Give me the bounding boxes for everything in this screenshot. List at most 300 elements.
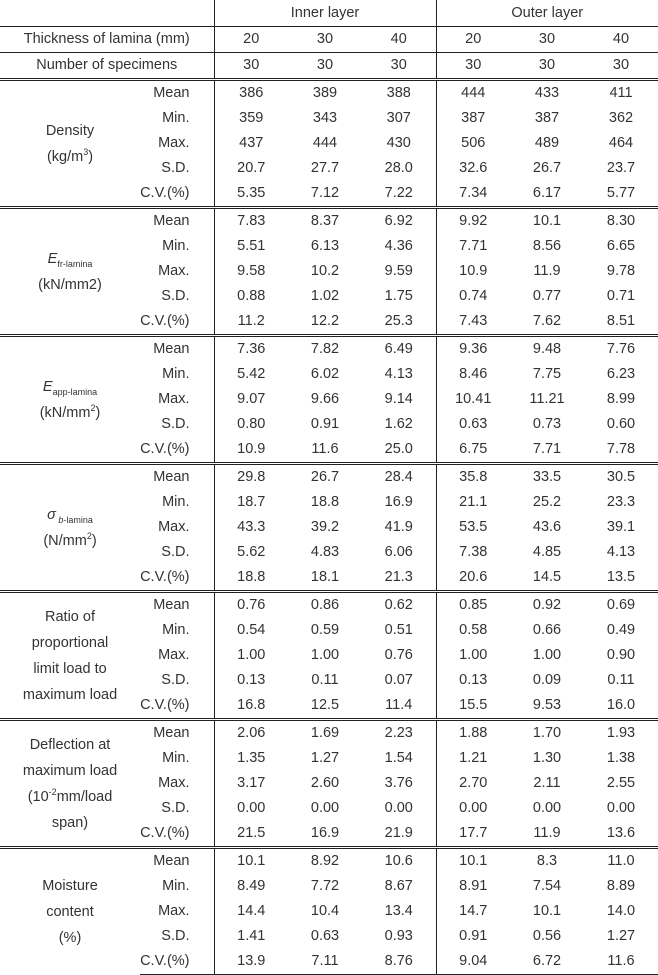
- value-cell: 7.38: [436, 540, 510, 565]
- value-cell: 0.93: [384, 928, 413, 944]
- value-cell: 7.76: [584, 336, 658, 363]
- property-label-line: [0, 144, 140, 170]
- value-cell: 7.71: [532, 441, 562, 457]
- specimens-cell: 30: [584, 53, 658, 80]
- statistic-label: S.D.: [161, 800, 190, 816]
- value-cell: 28.0: [384, 160, 413, 176]
- value-cell: 0.85: [436, 592, 510, 619]
- value-cell: 28.4: [362, 464, 436, 491]
- value-cell: 1.00: [532, 647, 562, 663]
- label-text: Moisture: [42, 877, 98, 894]
- value-cell: 7.75: [532, 366, 562, 382]
- value-cell: 411: [584, 80, 658, 107]
- table-row: [0, 208, 658, 235]
- value-cell: 10.2: [310, 263, 340, 279]
- value-cell: 1.88: [436, 720, 510, 747]
- table-row: [0, 848, 658, 875]
- value-cell: 9.48: [510, 336, 584, 363]
- value-cell: 1.00: [310, 647, 340, 663]
- value-cell: 0.51: [384, 622, 413, 638]
- value-cell: 8.46: [436, 362, 510, 387]
- inner-layer-header: Inner layer: [214, 0, 436, 27]
- value-cell: 10.1: [510, 208, 584, 235]
- value-cell: 489: [534, 135, 560, 151]
- value-cell: 5.42: [214, 362, 288, 387]
- property-label-line: [0, 873, 140, 899]
- value-cell: 32.6: [436, 156, 510, 181]
- value-cell: 14.0: [606, 903, 636, 919]
- value-cell: 13.5: [606, 569, 636, 585]
- value-cell: 2.11: [533, 775, 561, 791]
- empty-corner-cell: [0, 0, 214, 27]
- value-cell: 362: [608, 110, 634, 126]
- value-cell: 1.00: [436, 643, 510, 668]
- value-cell: 11.0: [584, 848, 658, 875]
- value-cell: 26.7: [288, 464, 362, 491]
- value-cell: 8.30: [584, 208, 658, 235]
- value-cell: 25.2: [532, 494, 562, 510]
- value-cell: 7.83: [214, 208, 288, 235]
- value-cell: 0.60: [606, 416, 636, 432]
- value-cell: 39.2: [310, 519, 340, 535]
- thickness-row: [0, 27, 658, 53]
- label-text: (N/mm: [43, 532, 87, 549]
- value-cell: 20.6: [436, 565, 510, 592]
- value-cell: 307: [386, 110, 411, 126]
- label-text: fr-lamina: [57, 258, 93, 269]
- label-text: proportional: [31, 634, 109, 651]
- value-cell: 30.5: [584, 464, 658, 491]
- property-label-line: [0, 784, 140, 810]
- statistic-label: Mean: [140, 80, 214, 107]
- value-cell: 359: [214, 106, 288, 131]
- value-cell: 0.76: [214, 592, 288, 619]
- value-cell: 1.38: [606, 750, 636, 766]
- value-cell: 7.82: [288, 336, 362, 363]
- label-text: mm/load: [56, 788, 113, 805]
- value-cell: 1.54: [384, 750, 413, 766]
- value-cell: 437: [214, 131, 288, 156]
- value-cell: 11.2: [214, 309, 288, 336]
- value-cell: 6.65: [606, 238, 636, 254]
- value-cell: 7.62: [532, 313, 562, 329]
- property-label-line: [0, 810, 140, 836]
- value-cell: 0.77: [532, 288, 562, 304]
- value-cell: 8.67: [384, 878, 413, 894]
- value-cell: 1.00: [214, 643, 288, 668]
- value-cell: 23.3: [606, 494, 636, 510]
- property-label-line: [0, 272, 140, 298]
- value-cell: 53.5: [436, 515, 510, 540]
- value-cell: 21.3: [384, 569, 413, 585]
- value-cell: 1.62: [384, 416, 413, 432]
- statistic-label: Mean: [140, 592, 214, 619]
- label-text: E: [42, 378, 53, 395]
- value-cell: 6.23: [606, 366, 636, 382]
- property-label-line: [0, 732, 140, 758]
- value-cell: 10.41: [436, 387, 510, 412]
- statistic-label: Max.: [158, 903, 190, 919]
- value-cell: 18.1: [310, 569, 340, 585]
- table-row: [0, 80, 658, 107]
- label-text: Ratio of: [45, 608, 95, 625]
- value-cell: 14.4: [214, 899, 288, 924]
- value-cell: 5.51: [214, 234, 288, 259]
- value-cell: 23.7: [606, 160, 636, 176]
- label-text: 2: [90, 402, 96, 413]
- statistic-label: S.D.: [161, 672, 190, 688]
- label-text: -lamina: [63, 514, 93, 525]
- value-cell: 5.77: [606, 185, 636, 201]
- thickness-cell: 40: [584, 27, 658, 53]
- value-cell: 7.34: [436, 181, 510, 208]
- value-cell: 12.5: [310, 697, 340, 713]
- value-cell: 1.27: [606, 928, 636, 944]
- statistic-label: Min.: [162, 366, 190, 382]
- label-text: 3: [83, 146, 89, 157]
- property-label-line: [0, 630, 140, 656]
- value-cell: 0.13: [214, 668, 288, 693]
- specimens-cell: 30: [436, 53, 510, 80]
- value-cell: 43.3: [214, 515, 288, 540]
- value-cell: 389: [288, 80, 362, 107]
- table-row: [0, 464, 658, 491]
- specimens-cell: 30: [288, 53, 362, 80]
- property-label: [0, 848, 140, 975]
- value-cell: 7.11: [288, 949, 362, 975]
- outer-layer-header: Outer layer: [436, 0, 658, 27]
- label-text: span): [51, 814, 89, 831]
- value-cell: 0.86: [288, 592, 362, 619]
- value-cell: 25.0: [384, 441, 413, 457]
- label-text: maximum load: [22, 762, 118, 779]
- value-cell: 7.78: [606, 441, 636, 457]
- value-cell: 8.51: [606, 313, 636, 329]
- value-cell: 0.00: [214, 796, 288, 821]
- layer-header-row: [0, 0, 658, 27]
- value-cell: 343: [312, 110, 338, 126]
- value-cell: 2.06: [214, 720, 288, 747]
- value-cell: 11.4: [385, 697, 413, 713]
- value-cell: 33.5: [510, 464, 584, 491]
- value-cell: 10.1: [532, 903, 562, 919]
- thickness-cell: 20: [436, 27, 510, 53]
- value-cell: 18.7: [214, 490, 288, 515]
- label-text: b: [55, 514, 64, 525]
- table-row: [0, 336, 658, 363]
- value-cell: 6.75: [436, 437, 510, 464]
- value-cell: 1.93: [584, 720, 658, 747]
- label-text: (%): [58, 929, 82, 946]
- value-cell: 0.59: [310, 622, 340, 638]
- label-text: limit load to: [33, 660, 107, 677]
- value-cell: 14.5: [532, 569, 562, 585]
- statistic-label: Min.: [162, 110, 190, 126]
- property-label-line: [0, 246, 140, 272]
- value-cell: 506: [436, 131, 510, 156]
- value-cell: 4.36: [384, 238, 413, 254]
- value-cell: 10.1: [436, 848, 510, 875]
- statistic-label: S.D.: [161, 928, 190, 944]
- value-cell: 0.66: [532, 622, 562, 638]
- value-cell: 6.17: [532, 185, 562, 201]
- value-cell: 8.3: [510, 848, 584, 875]
- value-cell: 0.11: [311, 672, 339, 688]
- statistic-label: S.D.: [161, 416, 190, 432]
- value-cell: 9.53: [532, 697, 562, 713]
- thickness-cell: 30: [510, 27, 584, 53]
- statistic-label: C.V.(%): [140, 441, 190, 457]
- value-cell: 5.35: [214, 181, 288, 208]
- value-cell: 0.88: [214, 284, 288, 309]
- thickness-label: Thickness of lamina (mm): [0, 27, 214, 53]
- value-cell: 0.71: [606, 288, 636, 304]
- label-text: ): [95, 404, 101, 421]
- value-cell: 39.1: [606, 519, 636, 535]
- value-cell: 9.07: [214, 387, 288, 412]
- value-cell: 10.9: [436, 259, 510, 284]
- value-cell: 10.1: [214, 848, 288, 875]
- value-cell: 13.9: [214, 949, 288, 975]
- property-label-line: [0, 656, 140, 682]
- specimens-label: Number of specimens: [0, 53, 214, 80]
- value-cell: 16.0: [606, 697, 636, 713]
- statistic-label: Mean: [140, 720, 214, 747]
- label-text: Density: [45, 122, 95, 139]
- value-cell: 0.13: [436, 668, 510, 693]
- statistic-label: Mean: [140, 464, 214, 491]
- value-cell: 0.74: [436, 284, 510, 309]
- value-cell: 464: [608, 135, 634, 151]
- value-cell: 2.70: [436, 771, 510, 796]
- value-cell: 7.12: [310, 185, 340, 201]
- value-cell: 18.8: [214, 565, 288, 592]
- label-text: -2: [48, 786, 57, 797]
- value-cell: 8.37: [288, 208, 362, 235]
- value-cell: 17.7: [436, 821, 510, 848]
- statistic-label: Max.: [158, 519, 190, 535]
- value-cell: 6.49: [362, 336, 436, 363]
- property-label-line: [0, 118, 140, 144]
- value-cell: 7.43: [436, 309, 510, 336]
- label-text: (kN/mm2): [38, 276, 102, 293]
- value-cell: 0.63: [310, 928, 340, 944]
- statistic-label: C.V.(%): [140, 185, 190, 201]
- value-cell: 11.21: [529, 391, 565, 407]
- value-cell: 0.90: [606, 647, 636, 663]
- value-cell: 0.54: [214, 618, 288, 643]
- statistic-label: Max.: [158, 647, 190, 663]
- value-cell: 43.6: [532, 519, 562, 535]
- value-cell: 0.11: [607, 672, 635, 688]
- label-text: maximum load: [22, 686, 118, 703]
- value-cell: 2.23: [362, 720, 436, 747]
- value-cell: 4.85: [532, 544, 562, 560]
- value-cell: 26.7: [532, 160, 562, 176]
- property-label-line: [0, 528, 140, 554]
- value-cell: 444: [436, 80, 510, 107]
- property-label: [0, 208, 140, 336]
- property-label-line: [0, 758, 140, 784]
- value-cell: 21.1: [436, 490, 510, 515]
- label-text: (kN/mm: [39, 404, 91, 421]
- value-cell: 1.21: [436, 746, 510, 771]
- value-cell: 2.60: [310, 775, 340, 791]
- statistic-label: Max.: [158, 391, 190, 407]
- value-cell: 9.58: [214, 259, 288, 284]
- property-label: [0, 464, 140, 592]
- label-text: (kg/m: [46, 148, 84, 165]
- value-cell: 8.76: [362, 949, 436, 975]
- label-text: E: [47, 250, 58, 267]
- value-cell: 13.6: [606, 825, 636, 841]
- value-cell: 11.9: [533, 825, 561, 841]
- statistic-label: Min.: [162, 622, 190, 638]
- statistic-label: Max.: [158, 775, 190, 791]
- value-cell: 0.76: [384, 647, 413, 663]
- table-row: [0, 592, 658, 619]
- value-cell: 0.00: [384, 800, 413, 816]
- value-cell: 9.66: [310, 391, 340, 407]
- value-cell: 8.99: [606, 391, 636, 407]
- value-cell: 9.92: [436, 208, 510, 235]
- value-cell: 386: [214, 80, 288, 107]
- value-cell: 6.06: [384, 544, 413, 560]
- property-label-line: [0, 682, 140, 708]
- value-cell: 0.00: [436, 796, 510, 821]
- value-cell: 0.58: [436, 618, 510, 643]
- statistic-label: Mean: [140, 208, 214, 235]
- value-cell: 387: [534, 110, 560, 126]
- value-cell: 35.8: [436, 464, 510, 491]
- value-cell: 6.02: [310, 366, 340, 382]
- thickness-cell: 20: [214, 27, 288, 53]
- value-cell: 0.92: [510, 592, 584, 619]
- specimens-cell: 30: [214, 53, 288, 80]
- statistic-label: Min.: [162, 494, 190, 510]
- value-cell: 4.13: [384, 366, 413, 382]
- statistic-label: S.D.: [161, 160, 190, 176]
- value-cell: 16.9: [384, 494, 413, 510]
- specimens-row: [0, 53, 658, 80]
- value-cell: 12.2: [310, 313, 340, 329]
- value-cell: 20.7: [214, 156, 288, 181]
- value-cell: 0.00: [310, 800, 340, 816]
- label-text: σ: [47, 506, 56, 523]
- value-cell: 1.69: [288, 720, 362, 747]
- label-text: ): [88, 148, 94, 165]
- label-text: (10: [27, 788, 49, 805]
- value-cell: 6.92: [362, 208, 436, 235]
- property-label-line: [0, 899, 140, 925]
- statistic-label: Mean: [140, 848, 214, 875]
- value-cell: 1.30: [532, 750, 562, 766]
- statistic-label: Min.: [162, 238, 190, 254]
- value-cell: 7.22: [384, 185, 413, 201]
- value-cell: 8.89: [606, 878, 636, 894]
- statistic-label: C.V.(%): [140, 569, 190, 585]
- value-cell: 0.07: [384, 672, 413, 688]
- property-label: [0, 720, 140, 848]
- statistic-label: C.V.(%): [140, 697, 190, 713]
- value-cell: 16.9: [310, 825, 340, 841]
- value-cell: 0.73: [532, 416, 562, 432]
- label-text: content: [46, 903, 94, 920]
- statistic-label: Min.: [162, 750, 190, 766]
- value-cell: 25.3: [384, 313, 413, 329]
- value-cell: 430: [386, 135, 411, 151]
- value-cell: 0.56: [532, 928, 562, 944]
- statistic-label: Max.: [158, 263, 190, 279]
- value-cell: 0.63: [436, 412, 510, 437]
- value-cell: 7.71: [436, 234, 510, 259]
- value-cell: 1.35: [214, 746, 288, 771]
- value-cell: 0.91: [310, 416, 340, 432]
- property-label-line: [0, 374, 140, 400]
- statistic-label: Mean: [140, 336, 214, 363]
- specimens-cell: 30: [362, 53, 436, 80]
- value-cell: 1.41: [214, 924, 288, 949]
- value-cell: 8.91: [436, 874, 510, 899]
- value-cell: 387: [436, 106, 510, 131]
- value-cell: 1.02: [310, 288, 340, 304]
- value-cell: 3.76: [384, 775, 413, 791]
- value-cell: 9.14: [384, 391, 413, 407]
- statistic-label: C.V.(%): [140, 313, 190, 329]
- value-cell: 8.49: [214, 874, 288, 899]
- value-cell: 10.4: [310, 903, 340, 919]
- property-label: [0, 336, 140, 464]
- value-cell: 16.8: [214, 693, 288, 720]
- statistic-label: C.V.(%): [140, 949, 214, 975]
- statistic-label: Min.: [162, 878, 190, 894]
- value-cell: 3.17: [214, 771, 288, 796]
- value-cell: 444: [312, 135, 338, 151]
- value-cell: 9.59: [384, 263, 413, 279]
- value-cell: 2.55: [606, 775, 636, 791]
- value-cell: 13.4: [384, 903, 413, 919]
- value-cell: 1.27: [310, 750, 340, 766]
- value-cell: 6.72: [510, 949, 584, 975]
- property-label-line: [0, 502, 140, 528]
- value-cell: 4.83: [310, 544, 340, 560]
- value-cell: 0.49: [606, 622, 636, 638]
- value-cell: 0.62: [362, 592, 436, 619]
- value-cell: 10.6: [362, 848, 436, 875]
- label-text: app-lamina: [52, 386, 98, 397]
- value-cell: 8.56: [532, 238, 562, 254]
- value-cell: 0.00: [532, 800, 562, 816]
- value-cell: 9.78: [606, 263, 636, 279]
- value-cell: 29.8: [214, 464, 288, 491]
- statistic-label: C.V.(%): [140, 825, 190, 841]
- property-label: [0, 592, 140, 720]
- value-cell: 18.8: [310, 494, 340, 510]
- value-cell: 6.13: [310, 238, 340, 254]
- value-cell: 7.36: [214, 336, 288, 363]
- property-label-line: [0, 400, 140, 426]
- value-cell: 5.62: [214, 540, 288, 565]
- property-label: [0, 80, 140, 208]
- value-cell: 1.70: [510, 720, 584, 747]
- value-cell: 0.09: [532, 672, 562, 688]
- value-cell: 7.54: [532, 878, 562, 894]
- thickness-cell: 40: [362, 27, 436, 53]
- value-cell: 11.6: [311, 441, 339, 457]
- value-cell: 21.9: [384, 825, 413, 841]
- value-cell: 9.36: [436, 336, 510, 363]
- value-cell: 388: [362, 80, 436, 107]
